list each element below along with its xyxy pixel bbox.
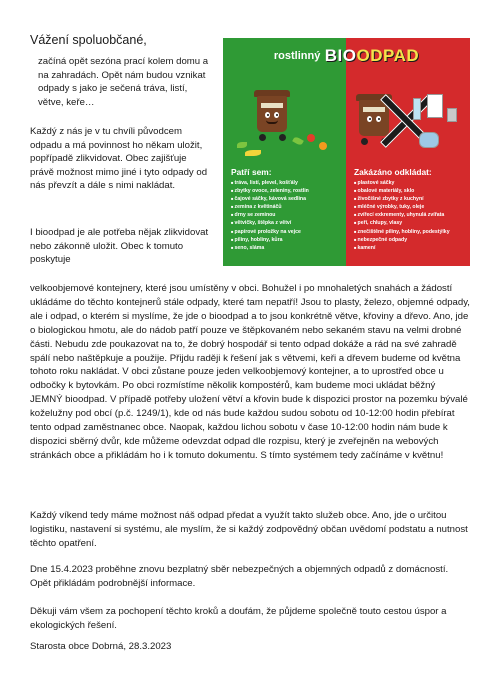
happy-bin-icon xyxy=(257,90,287,138)
bottle-icon xyxy=(413,98,421,120)
list-item: ■ zvířecí exkrementy, uhynulá zvířata xyxy=(354,211,450,219)
list-item: ■ nebezpečné odpady xyxy=(354,236,450,244)
list-item: ■ mléčné výrobky, tuky, oleje xyxy=(354,203,450,211)
list-item: ■ plastové sáčky xyxy=(354,179,450,187)
collection-date-paragraph: Dne 15.4.2023 proběhne znovu bezplatný sběr nebezpečných a objemných odpadů z domácností. Opět přikládám podrobnější informace. xyxy=(30,564,449,589)
list-item: ■ větvičky, štěpka z větví xyxy=(231,219,309,227)
list-item: ■ zbytky ovoce, zeleniny, rostlin xyxy=(231,187,309,195)
can-icon xyxy=(447,108,457,122)
wheel-icon xyxy=(361,138,368,145)
wheel-icon xyxy=(259,134,266,141)
intro-paragraph-2: Každý z nás je v tu chvíli původcem odpadu a má povinnost ho někam uložit, popřípadě zlikvidovat. Obec zajišťuje právě možnost mimo jiné i tyto odpady od nás převzít a dále s nimi nakládat. xyxy=(30,126,208,192)
list-item: ■ piliny, hobliny, kůra xyxy=(231,236,309,244)
apple-icon xyxy=(307,134,315,142)
intro-paragraph-1: začíná opět sezóna prací kolem domu a na zahradách. Opět nám budou vznikat odpady s jako je sečená tráva, listí, větve, keře… xyxy=(38,56,209,108)
carton-icon xyxy=(427,94,443,118)
forbidden-heading: Zakázáno odkládat: xyxy=(354,167,432,177)
poster-title xyxy=(223,46,470,66)
bag-icon xyxy=(419,132,439,148)
poster-title-small: rostlinný xyxy=(273,50,321,62)
bioodpad-poster xyxy=(223,38,470,266)
signature: Starosta obce Dobrná, 28.3.2023 xyxy=(30,641,172,652)
list-item: ■ tráva, listí, plevel, košťály xyxy=(231,179,309,187)
list-item: ■ drny se zeminou xyxy=(231,211,309,219)
orange-icon xyxy=(319,142,327,150)
intro-paragraph-3: I bioodpad je ale potřeba nějak zlikvidovat nebo zákonně uložit. Obec k tomuto poskytuje xyxy=(30,227,209,266)
list-item: ■ zemina z květináčů xyxy=(231,203,309,211)
list-item: ■ kamení xyxy=(354,244,450,252)
banana-icon xyxy=(245,150,261,156)
allowed-list xyxy=(231,179,309,252)
list-item: ■ čajové sáčky, kávová sedlina xyxy=(231,195,309,203)
main-paragraph: velkoobjemové kontejnery, které jsou umístěny v obci. Bohužel i po mnohaletých snahách a žádostí ukládáme do těchto kontejnerů stále odpady, které tam nepatří! Jsou to plasty, železo, objemné odpady, ale i odpad, o kterém si myslíme, že jde o bioodpad a to jsou konkrétně větve, křoviny a dřevo. Ano, jde o biologickou hmotu, ale do nádob patří pouze ve štěpkovaném nebo sekaném stavu na velmi drobné části. Nebudu zde poukazovat na to, že dobrý hospodář si tento odpad dokáže a rád na své zahradě spálí nebo naštěpkuje a použije. Přijdu raději k řešení jak s větvemi, keři a dřevem budeme od května tohoto roku nakládat. V obci zůstane pouze jeden velkoobjemový kontejner, a to uprostřed obce u odbočky k bytovkám. Po obci rozmístíme několik kompostérů, kam budeme moci ukládat běžný JEMNÝ bioodpad. V případě potřeby uložení větví a křovin bude k dispozici prostor na pozemku bývalé koželužny pod obcí (p.č. 1249/1), kde od nás bude každou sudou sobotu od 10-12:00 hodin přebírat tento odpad zaměstnanec obce. Naopak, každou lichou sobotu v čase 10-12:00 hodin nám bude k dispozici sběrný dvůr, kde můžeme odevzdat odpad dle rozpisu, který je zveřejněn na webových stránkách obce a přikládám ho i k tomuto dokumentu. S tímto systémem tedy začínáme v květnu! xyxy=(30,283,470,461)
list-item: ■ papírové proložky na vejce xyxy=(231,228,309,236)
list-item: ■ seno, sláma xyxy=(231,244,309,252)
list-item: ■ znečištěné piliny, hobliny, podestýlky xyxy=(354,228,450,236)
greeting: Vážení spoluobčané, xyxy=(30,33,147,47)
thanks-paragraph: Děkuji vám všem za pochopení těchto kroků a doufám, že půjdeme společně touto cestou úspor a ekologických řešení. xyxy=(30,606,447,631)
leaf-icon xyxy=(237,142,247,148)
list-item: ■ živočišné zbytky z kuchyní xyxy=(354,195,450,203)
poster-title-big: BIOODPAD xyxy=(324,46,420,65)
list-item: ■ obalové materiály, sklo xyxy=(354,187,450,195)
list-item: ■ peří, chlupy, vlasy xyxy=(354,219,450,227)
weekend-paragraph: Každý víkend tedy máme možnost náš odpad předat a využít takto služeb obce. Ano, jde o určitou logistiku, nastavení si systému, ale myslím, že si každý zodpovědný občan uvědomí podstatu a nutnost těchto opatření. xyxy=(30,510,468,549)
wheel-icon xyxy=(279,134,286,141)
forbidden-list xyxy=(354,179,450,252)
allowed-heading: Patří sem: xyxy=(231,167,272,177)
